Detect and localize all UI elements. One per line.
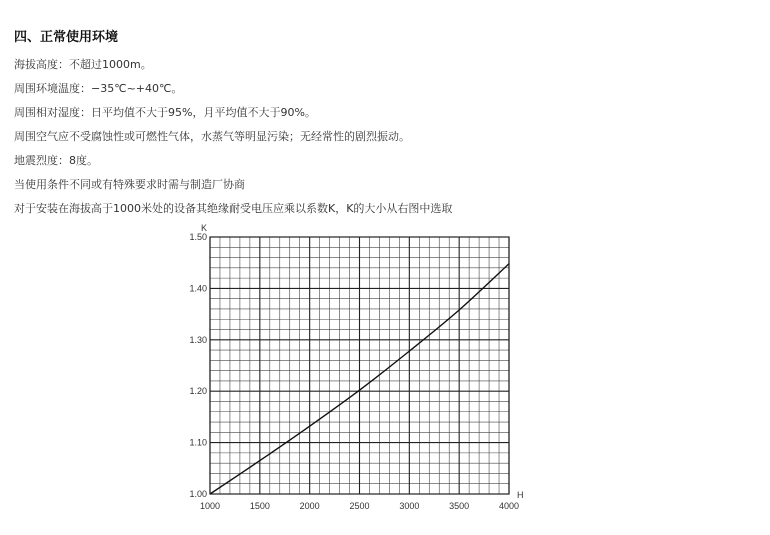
- y-tick-label: 1.10: [189, 437, 207, 448]
- x-tick-label: 4000: [498, 501, 520, 511]
- y-tick-label: 1.20: [189, 386, 207, 397]
- altitude-correction-line: 对于安装在海拔高于1000米处的设备其绝缘耐受电压应乘以系数K，K的大小从右图中选取: [14, 202, 453, 215]
- air-pollution-line: 周围空气应不受腐蚀性或可燃性气体，水蒸气等明显污染；无经常性的剧烈振动。: [14, 130, 410, 143]
- x-tick-label: 2500: [349, 501, 370, 511]
- altitude-line: 海拔高度：不超过1000m。: [14, 58, 152, 71]
- y-axis-label: K: [201, 223, 208, 233]
- y-tick-label: 1.30: [189, 334, 207, 345]
- y-tick-labels: [189, 232, 207, 499]
- y-tick-label: 1.00: [189, 489, 207, 499]
- y-tick-label: 1.50: [189, 232, 207, 242]
- x-tick-label: 3500: [449, 501, 470, 511]
- x-tick-label: 2000: [299, 501, 320, 511]
- y-tick-label: 1.40: [189, 283, 207, 294]
- x-tick-label: 3000: [399, 501, 420, 511]
- section-title: 四、正常使用环境: [14, 30, 119, 45]
- chart-major-grid: [210, 237, 509, 494]
- x-axis-label: H: [517, 490, 524, 500]
- seismic-line: 地震烈度：8度。: [14, 154, 98, 167]
- humidity-line: 周围相对湿度：日平均值不大于95%，月平均值不大于90%。: [14, 106, 316, 119]
- x-tick-label: 1000: [199, 501, 221, 511]
- x-tick-label: 1500: [249, 501, 270, 511]
- temperature-line: 周围环境温度：−35℃~+40℃。: [14, 82, 183, 95]
- special-conditions-line: 当使用条件不同或有特殊要求时需与制造厂协商: [14, 178, 245, 191]
- x-tick-labels: [200, 501, 519, 511]
